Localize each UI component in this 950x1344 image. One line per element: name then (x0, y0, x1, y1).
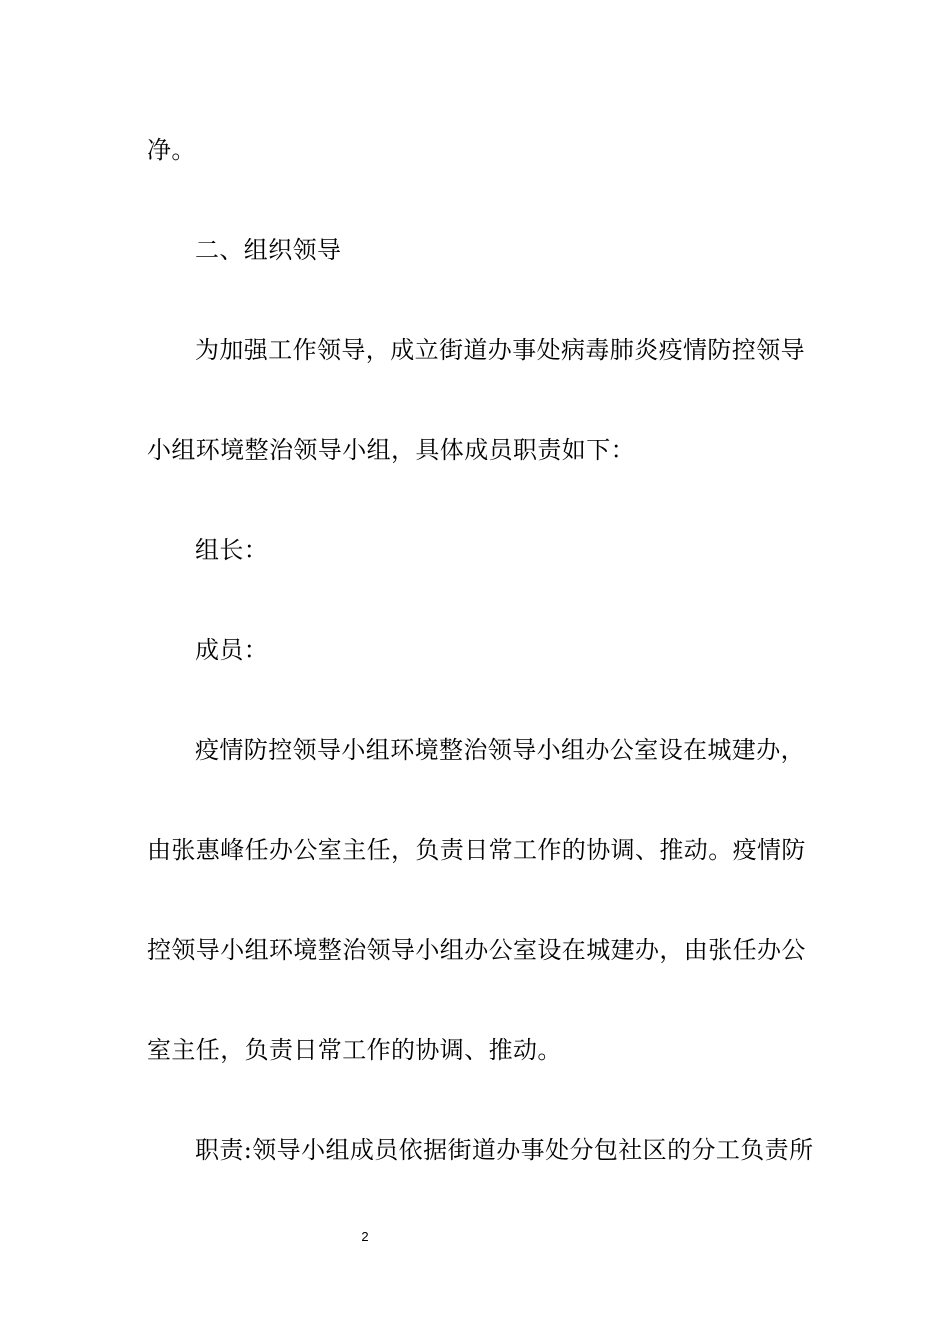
paragraph-line: 职责:领导小组成员依据街道办事处分包社区的分工负责所 (195, 1136, 814, 1164)
section-heading: 二、组织领导 (195, 236, 342, 264)
paragraph-line: 为加强工作领导，成立街道办事处病毒肺炎疫情防控领导 (195, 336, 805, 364)
members-label: 成员： (195, 636, 269, 664)
paragraph-continuation: 净。 (147, 136, 196, 164)
paragraph-line: 控领导小组环境整治领导小组办公室设在城建办，由张任办公 (147, 936, 806, 964)
paragraph-line: 小组环境整治领导小组，具体成员职责如下： (147, 436, 635, 464)
leader-label: 组长： (195, 536, 269, 564)
page-number: 2 (361, 1229, 369, 1244)
paragraph-line: 由张惠峰任办公室主任，负责日常工作的协调、推动。疫情防 (147, 836, 806, 864)
paragraph-line: 室主任，负责日常工作的协调、推动。 (147, 1036, 562, 1064)
paragraph-line: 疫情防控领导小组环境整治领导小组办公室设在城建办， (195, 736, 805, 764)
